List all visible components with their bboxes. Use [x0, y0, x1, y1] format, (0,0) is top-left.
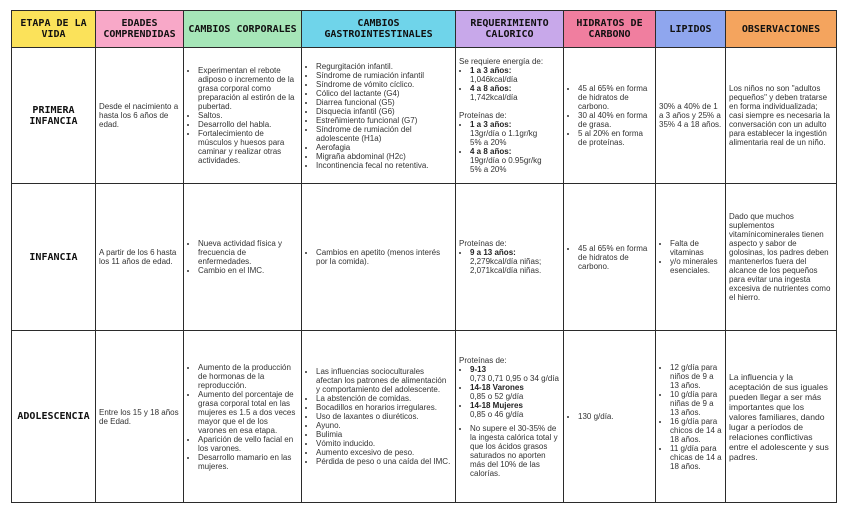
lipidos-infancia: [656, 184, 726, 331]
list-item: • Cambios en apetito (menos interés por la comida).: [316, 248, 452, 266]
list-item: • Diarrea funcional (G5): [316, 98, 452, 107]
list-item: • Regurgitación infantil.: [316, 62, 452, 71]
header-edades: EDADES COMPRENDIDAS: [96, 11, 184, 48]
nutrition-life-stages-table: [11, 10, 837, 503]
req-value: 13gr/día o 1.1gr/kg: [470, 129, 538, 138]
list-item: • Las influencias socioculturales afectan los patrones de alimentación y comportamiento del adolescente.: [316, 367, 452, 394]
req-value: 0,85 o 46 g/día: [470, 409, 524, 419]
lipidos-adolescencia: [656, 331, 726, 503]
list-item: • y/o minerales esenciales.: [670, 257, 722, 275]
req-value: 2,071kcal/día niñas.: [470, 266, 542, 275]
edades-adolescencia: Entre los 15 y 18 años de Edad.: [96, 331, 184, 503]
req-adolescencia: [456, 331, 564, 503]
table-row-primera-infancia: [12, 48, 837, 184]
list-item: • Aumento excesivo de peso.: [316, 448, 452, 457]
list-item: • Síndrome de vómito cíclico.: [316, 80, 452, 89]
obs-adolescencia: La influencia y la aceptación de sus iguales pueden llegar a ser más importantes que los valores familiares, dando lugar a períodos de relaciones conflictivas entre el adolescente y sus padres.: [726, 331, 837, 503]
edades-primera-infancia: Desde el nacimiento a hasta los 6 años de edad.: [96, 48, 184, 184]
list-item: • Bocadillos en horarios irregulares.: [316, 403, 452, 412]
header-row: [12, 11, 837, 48]
req-label: 4 a 8 años:: [470, 147, 512, 156]
list-item: • Aumento de la producción de hormonas de la reproducción.: [198, 363, 298, 390]
list-item: • Bulimia: [316, 430, 452, 439]
list-item: • Desarrollo mamario en las mujeres.: [198, 453, 298, 471]
req-label: 14-18 Mujeres: [470, 400, 523, 410]
req-label: 4 a 8 años:: [470, 84, 512, 93]
header-requerimiento: REQUERIMIENTO CALORICO: [456, 11, 564, 48]
prot-intro: Proteínas de:: [459, 355, 507, 365]
list-item: • Desarrollo del habla.: [198, 120, 298, 129]
req-label: 1 a 3 años:: [470, 120, 512, 129]
nutrition-table-container: [11, 10, 837, 503]
list-item: • Aerofagia: [316, 143, 452, 152]
list-item: • Uso de laxantes o diuréticos.: [316, 412, 452, 421]
list-item: • 5 al 20% en forma de proteínas.: [578, 129, 652, 147]
req-value: 1,742kcal/día: [470, 93, 518, 102]
list-item: [470, 365, 560, 374]
list-item: • Pérdida de peso o una caída del IMC.: [316, 457, 452, 466]
req-value: 5% a 20%: [470, 138, 507, 147]
gastro-primera-infancia: [302, 48, 456, 184]
list-item: • Cólico del lactante (G4): [316, 89, 452, 98]
list-item: • 45 al 65% en forma de hidratos de carbono.: [578, 244, 652, 271]
stage-adolescencia: ADOLESCENCIA: [12, 331, 96, 503]
header-lipidos: LIPIDOS: [656, 11, 726, 48]
list-item: • Estreñimiento funcional (G7): [316, 116, 452, 125]
prot-intro: Proteínas de:: [459, 239, 507, 248]
req-primera-infancia: [456, 48, 564, 184]
obs-primera-infancia: Los niños no son "adultos pequeños" y deben tratarse en forma individualizada; casi siempre es necesaria la conversación con un adulto para establecer la ingestión alimentaria real de un niño.: [726, 48, 837, 184]
req-intro: Se requiere energía de:: [459, 57, 544, 66]
list-item: • La abstención de comidas.: [316, 394, 452, 403]
list-item: • Nueva actividad física y frecuencia de enfermedades.: [198, 239, 298, 266]
list-item: • 130 g/día.: [578, 412, 652, 421]
list-item: [470, 66, 560, 75]
header-observaciones: OBSERVACIONES: [726, 11, 837, 48]
stage-primera-infancia: PRIMERA INFANCIA: [12, 48, 96, 184]
list-item: [470, 147, 560, 156]
gastro-infancia: [302, 184, 456, 331]
list-item: • No supere el 30-35% de la ingesta calórica total y que los ácidos grasos saturados no aporten más del 10% de las calorías.: [470, 424, 560, 478]
list-item: • Falta de vitaminas: [670, 239, 722, 257]
list-item: [470, 84, 560, 93]
list-item: • Experimentan el rebote adiposo o incremento de la grasa corporal como preparación al estirón de la pubertad.: [198, 66, 298, 111]
hidratos-infancia: [564, 184, 656, 331]
list-item: • Vómito inducido.: [316, 439, 452, 448]
list-item: [470, 401, 560, 410]
table-row-infancia: [12, 184, 837, 331]
list-item: • 10 g/día para niñas de 9 a 13 años.: [670, 390, 722, 417]
list-item: • Síndrome de rumiación infantil: [316, 71, 452, 80]
list-item: • Aumento del porcentaje de grasa corporal total en las mujeres es 1.5 a dos veces mayor que el de los varones en esa etapa.: [198, 390, 298, 435]
list-item: • Síndrome de rumiación del adolescente (H1a): [316, 125, 452, 143]
req-label: 9-13: [470, 364, 487, 374]
req-label: 9 a 13 años:: [470, 248, 516, 257]
header-corporales: CAMBIOS CORPORALES: [184, 11, 302, 48]
req-value: 0,85 o 52 g/día: [470, 391, 524, 401]
req-value: 0,73 0,71 0,95 o 34 g/día: [470, 373, 559, 383]
list-item: • Saltos.: [198, 111, 298, 120]
list-item: • Fortalecimiento de músculos y huesos para caminar y realizar otras actividades.: [198, 129, 298, 165]
req-value: 5% a 20%: [470, 165, 507, 174]
list-item: • Aparición de vello facial en los varones.: [198, 435, 298, 453]
req-value: 2,279kcal/día niñas;: [470, 257, 542, 266]
hidratos-adolescencia: [564, 331, 656, 503]
stage-infancia: INFANCIA: [12, 184, 96, 331]
hidratos-primera-infancia: [564, 48, 656, 184]
corporales-infancia: [184, 184, 302, 331]
edades-infancia: A partir de los 6 hasta los 11 años de edad.: [96, 184, 184, 331]
req-label: 1 a 3 años:: [470, 66, 512, 75]
header-etapa: ETAPA DE LA VIDA: [12, 11, 96, 48]
table-row-adolescencia: [12, 331, 837, 503]
header-gastro: CAMBIOS GASTROINTESTINALES: [302, 11, 456, 48]
corporales-primera-infancia: [184, 48, 302, 184]
req-value: 19gr/día o 0.95gr/kg: [470, 156, 542, 165]
list-item: • Disquecia infantil (G6): [316, 107, 452, 116]
list-item: • 12 g/día para niños de 9 a 13 años.: [670, 363, 722, 390]
list-item: [470, 383, 560, 392]
gastro-adolescencia: [302, 331, 456, 503]
list-item: • 11 g/día para chicas de 14 a 18 años.: [670, 444, 722, 471]
list-item: • 30 al 40% en forma de grasa.: [578, 111, 652, 129]
list-item: • Incontinencia fecal no retentiva.: [316, 161, 452, 170]
list-item: • Cambio en el IMC.: [198, 266, 298, 275]
req-value: 1,046kcal/día: [470, 75, 518, 84]
list-item: • 45 al 65% en forma de hidratos de carbono.: [578, 84, 652, 111]
list-item: • 16 g/día para chicos de 14 a 18 años.: [670, 417, 722, 444]
prot-intro: Proteínas de:: [459, 111, 507, 120]
list-item: • Migraña abdominal (H2c): [316, 152, 452, 161]
req-infancia: [456, 184, 564, 331]
obs-infancia: Dado que muchos suplementos vitamínicominerales tienen aspecto y sabor de golosinas, los padres deben mantenerlos fuera del alcance de los pequeños para evitar una ingesta excesiva de nutrientes como el hierro.: [726, 184, 837, 331]
list-item: • Ayuno.: [316, 421, 452, 430]
header-hidratos: HIDRATOS DE CARBONO: [564, 11, 656, 48]
list-item: [470, 248, 560, 257]
lipidos-primera-infancia: 30% a 40% de 1 a 3 años y 25% a 35% 4 a 18 años.: [656, 48, 726, 184]
req-label: 14-18 Varones: [470, 382, 524, 392]
list-item: [470, 120, 560, 129]
corporales-adolescencia: [184, 331, 302, 503]
